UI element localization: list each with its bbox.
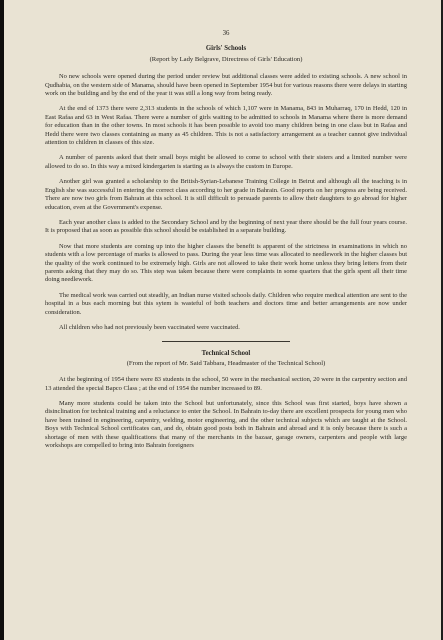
paragraph: A number of parents asked that their small boys might be allowed to come to school with their sisters and a limited number were allowed to do so. In this way a mixed kindergarten is starting as is always the custom in Europe. <box>45 154 407 170</box>
page-content <box>45 30 407 457</box>
paragraph: The medical work was carried out steadily, an Indian nurse visited schools daily. Children who require medical attention are sent to the hospital in a bus each morning but this sytem is wasteful of both teachers and doctors time and better arrangements are now under consideration. <box>45 291 407 316</box>
paragraph: At the beginning of 1954 there were 83 students in the school, 50 were in the mechanical section, 20 were in the carpentry section and 13 attended the special Bapco Class ; at the end of 1954 the number increased to 89. <box>45 376 407 392</box>
section-title-technical-school: Technical School <box>201 350 251 358</box>
section-subtitle-technical-school: (From the report of Mr. Said Tabbara, Headmaster of the Technical School) <box>126 359 326 367</box>
page-number: 36 <box>222 30 230 37</box>
section-subtitle-girls-schools: (Report by Lady Belgrave, Directress of Girls' Education) <box>149 55 303 63</box>
paragraph: Each year another class is added to the Secondary School and by the beginning of next year there should be the full four years course. It is proposed that as soon as possible this school should be established in a separate building. <box>45 218 407 235</box>
section-title-girls-schools: Girls' Schools <box>205 45 247 53</box>
paragraph: Many more students could be taken into the School but unfortunately, since this School was first started, boys have shown a disinclination for technical training and a reluctance to enter the School. In Bahrain to-day there are excellent prospects for young men who have been trained in engineering, carpentry, welding, motor engineering, and the other technical subjects which are taught at the School. Boys with Technical School certificates can, and do, obtain good posts both in Bahrain and abroad and it is only because there is such a shortage of men with these qualifications that many of the merchants in the bazaar, garage owners, carpenters and people with large workshops are compelled to bring into Bahrain foreigners <box>45 400 407 450</box>
paragraph: Another girl was granted a scholarship to the British-Syrian-Lebanese Training College in Beirut and although all the teaching is in English she was successful in entering the correct class according to her grade in Bahrain. Good reports on her progress are being received. There are now two girls from Bahrain at this school. It is still difficult to persuade parents to allow their daughters to go abroad for higher education, even at the Government's expense. <box>45 178 407 211</box>
document-page <box>4 0 441 640</box>
paragraph: No new schools were opened during the period under review but additional classes were added to existing schools. A new school in Qudhabia, on the western side of Manama, should have been opened in September 1954 but for various reasons there were delays in starting work on the building and by the end of the year it was still a long way from being ready. <box>45 73 407 98</box>
paragraph: Now that more students are coming up into the higher classes the benefit is apparent of the strictness in examinations in which no students with a low percentage of marks is allowed to pass. During the year less time was allocated to needlework in the higher classes but the quality of the work continued to be extremely high. Girls are not allowed to take their work home unless they bring letters from their parents asking that they may do so. This step was taken because there were complaints in some quarters that the girls spent all their time doing needlework. <box>45 242 407 284</box>
paragraph: At the end of 1373 there were 2,313 students in the schools of which 1,107 were in Manama, 843 in Muharraq, 170 in Hedd, 120 in East Rafaa and 63 in West Rafaa. There were a number of girls waiting to be admitted to schools in Manama where there is more demand for education than in the other towns. In most schools it has been possible to avoid too many children being in one class but in Rafaa and Hedd there were two classes containing as many as 45 children. This is not a satisfactory arrangement as a teacher cannot give individual attention to children in classes of this size. <box>45 105 407 147</box>
section-divider <box>162 341 290 342</box>
paragraph: All children who had not previously been vaccinated were vaccinated. <box>59 323 240 331</box>
